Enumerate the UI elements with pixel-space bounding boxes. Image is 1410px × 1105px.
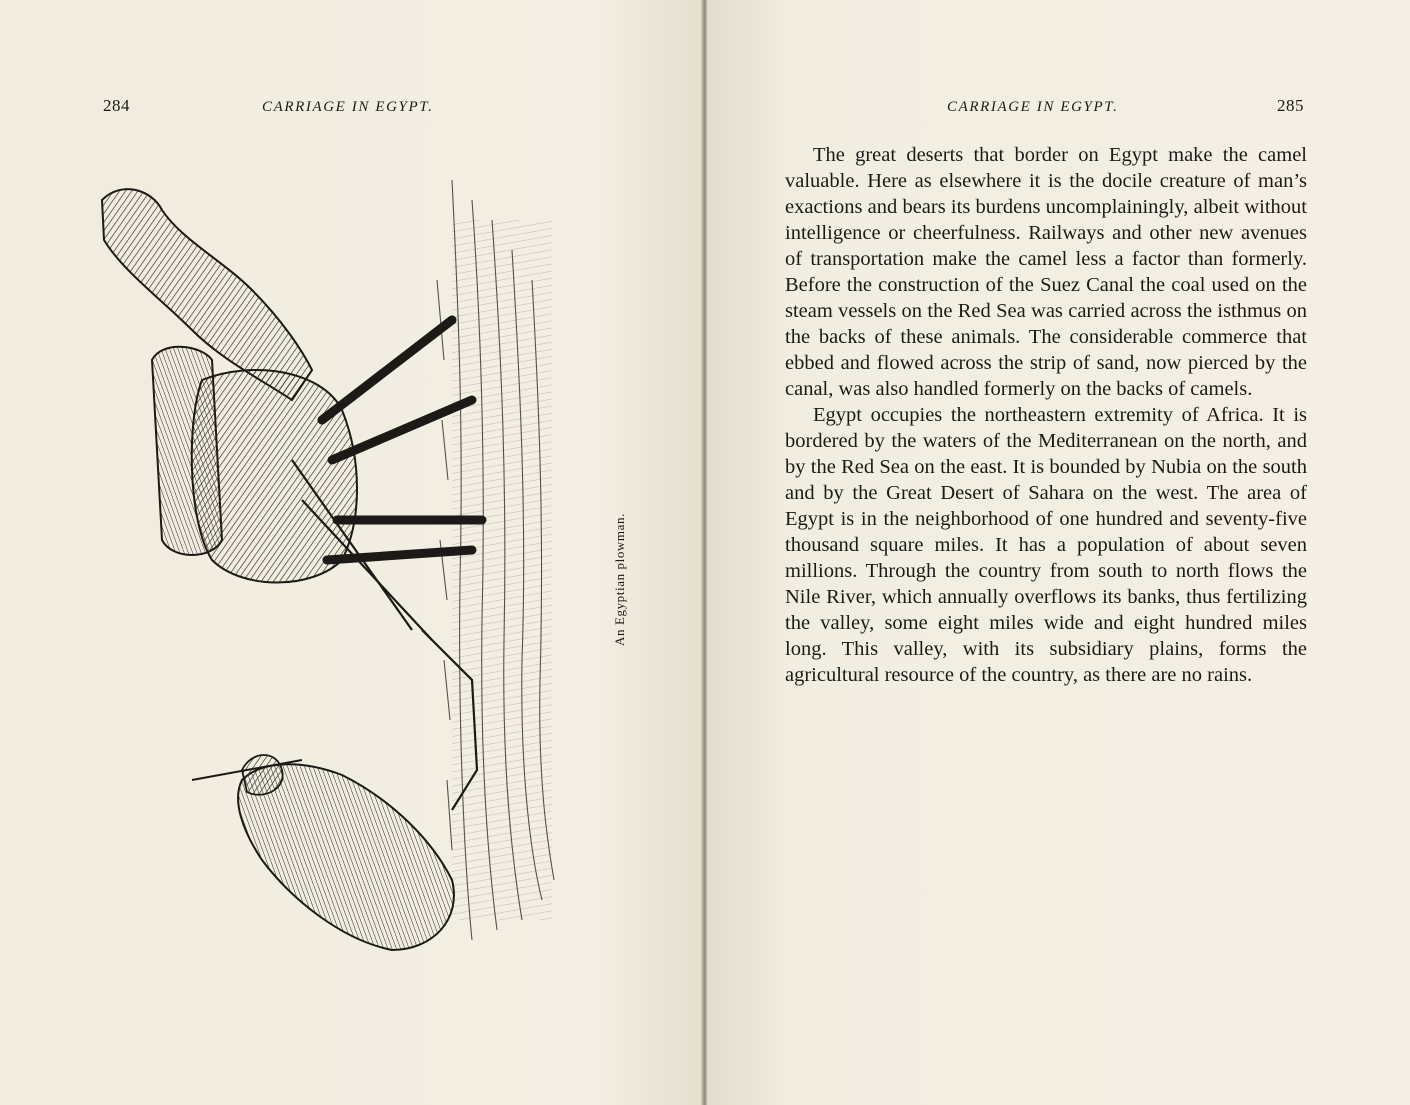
left-page bbox=[0, 0, 703, 1105]
body-text bbox=[785, 142, 1307, 688]
running-head-left: CARRIAGE IN EGYPT. bbox=[262, 99, 434, 115]
paragraph: The great deserts that border on Egypt make the camel valuable. Here as elsewhere it is the docile creature of man’s exactions and bears its burdens uncomplainingly, albeit without intelligence or cheerfulness. Railways and other new avenues of transportation make the camel less a factor than formerly. Before the construction of the Suez Canal the coal used on the steam vessels on the Red Sea was carried across the isthmus on the backs of these animals. The considerable commerce that ebbed and flowed across the strip of sand, now pierced by the canal, was also handled formerly on the backs of camels. bbox=[785, 144, 1307, 400]
camel-plowman-engraving-icon bbox=[92, 160, 562, 960]
paragraph: Egypt occupies the northeastern extremity of Africa. It is bordered by the waters of the Mediterranean on the north, and by the Red Sea on the east. It is bounded by Nubia on the south and by the Great Desert of Sahara on the west. The area of Egypt is in the neighborhood of one hundred and seventy-five thousand square miles. It has a population of about seven millions. Through the country from south to north flows the Nile River, which annually overflows its banks, thus fertilizing the valley, some eight miles wide and eight hundred miles long. This valley, with its subsidiary plains, forms the agricultural resource of the country, as there are no rains. bbox=[785, 404, 1307, 686]
running-head-right: CARRIAGE IN EGYPT. bbox=[947, 99, 1119, 115]
page-number-left: 284 bbox=[103, 96, 130, 115]
page-number-right: 285 bbox=[1277, 96, 1304, 115]
illustration-caption: An Egyptian plowman. bbox=[612, 513, 627, 646]
right-page bbox=[707, 0, 1410, 1105]
